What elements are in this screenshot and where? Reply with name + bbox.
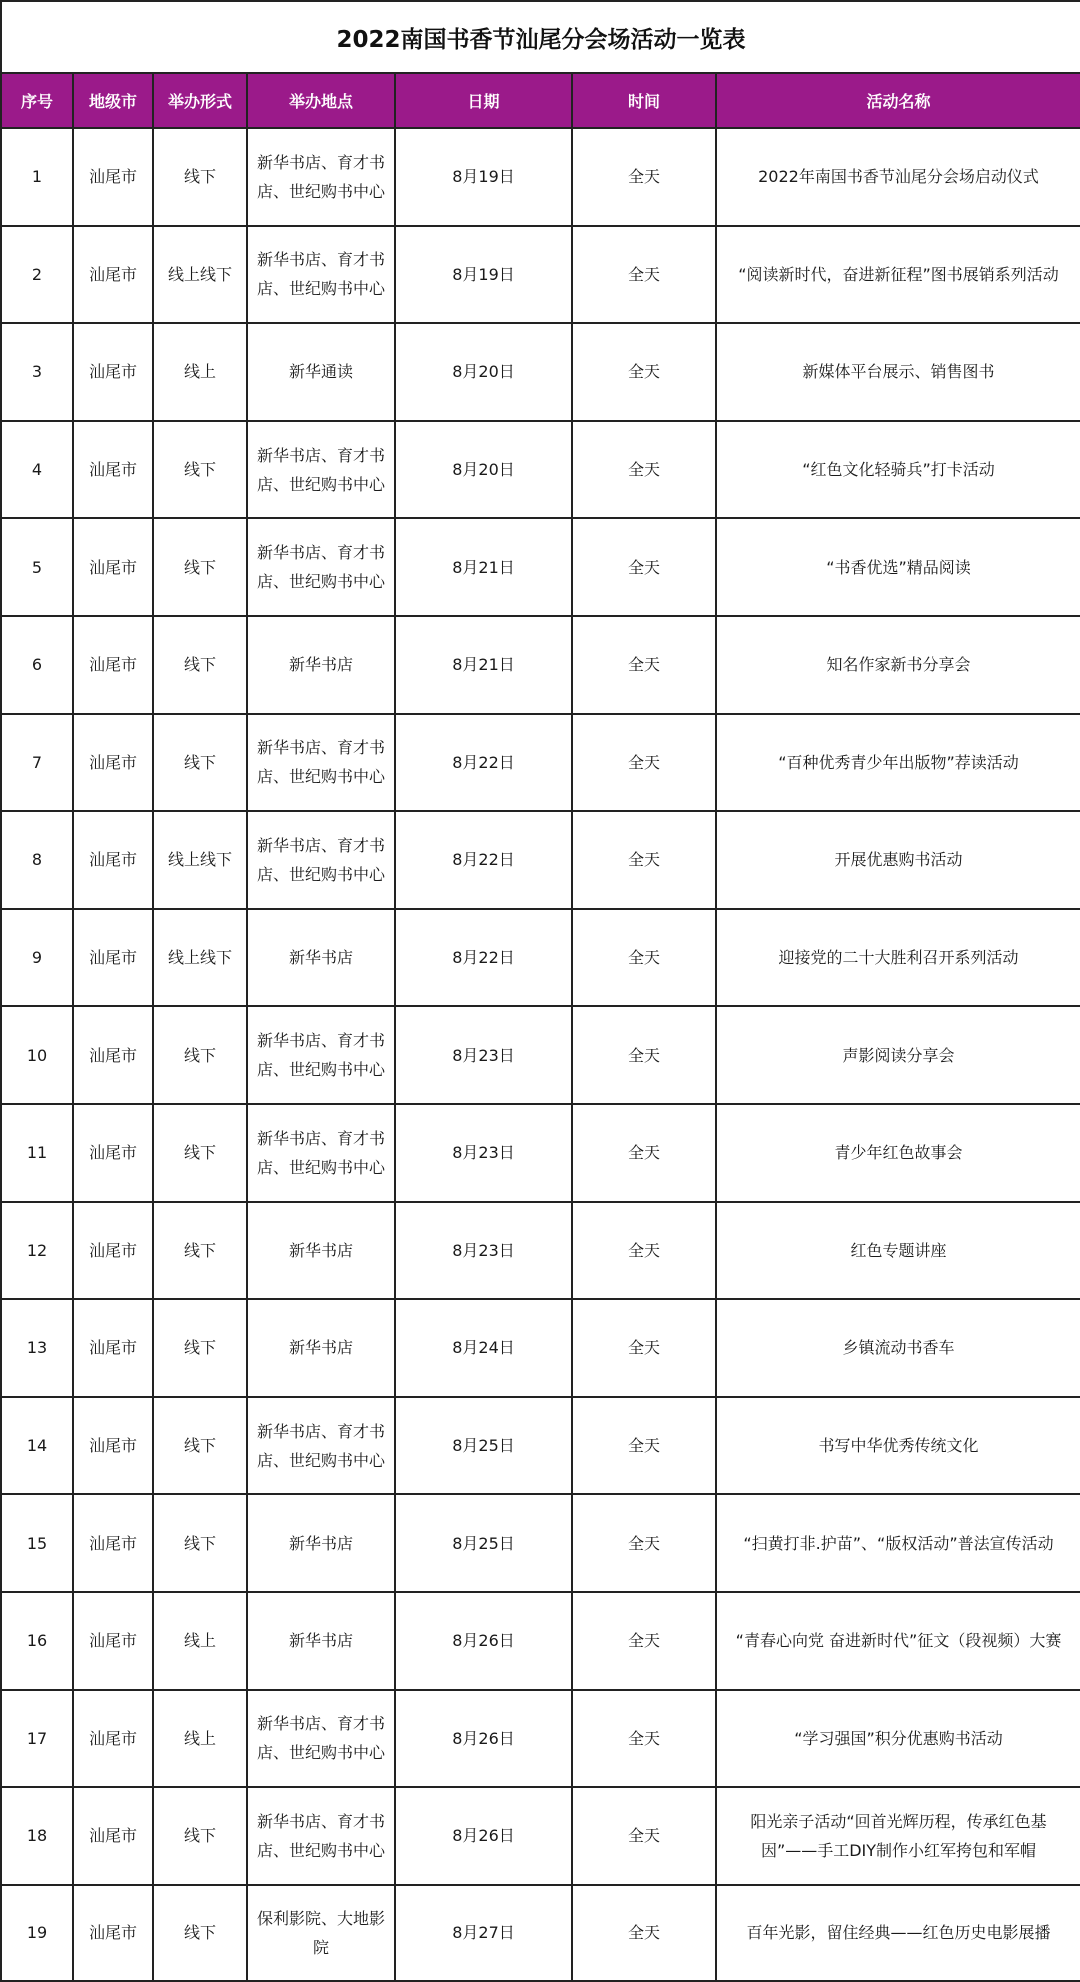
table-row: [1, 1690, 1080, 1788]
cell-place: 新华书店: [247, 909, 395, 1007]
cell-place: 新华书店、育才书店、世纪购书中心: [247, 1787, 395, 1885]
cell-date: 8月23日: [395, 1006, 572, 1104]
cell-no: 5: [1, 518, 73, 616]
cell-city: 汕尾市: [73, 128, 153, 226]
cell-place: 新华书店: [247, 1592, 395, 1690]
cell-date: 8月21日: [395, 518, 572, 616]
cell-city: 汕尾市: [73, 1006, 153, 1104]
cell-activity-name: 声影阅读分享会: [716, 1006, 1080, 1104]
cell-place: 新华书店、育才书店、世纪购书中心: [247, 1690, 395, 1788]
cell-place: 新华书店、育才书店、世纪购书中心: [247, 421, 395, 519]
cell-activity-name: 开展优惠购书活动: [716, 811, 1080, 909]
cell-city: 汕尾市: [73, 1885, 153, 1981]
cell-date: 8月22日: [395, 909, 572, 1007]
cell-form: 线下: [153, 1006, 247, 1104]
title-row: [1, 1, 1080, 73]
table-row: [1, 616, 1080, 714]
cell-place: 新华书店、育才书店、世纪购书中心: [247, 1397, 395, 1495]
table-row: [1, 1885, 1080, 1981]
cell-no: 9: [1, 909, 73, 1007]
cell-city: 汕尾市: [73, 518, 153, 616]
cell-activity-name: 红色专题讲座: [716, 1202, 1080, 1300]
cell-no: 11: [1, 1104, 73, 1202]
table-row: [1, 1494, 1080, 1592]
cell-place: 新华书店: [247, 616, 395, 714]
cell-no: 6: [1, 616, 73, 714]
cell-time: 全天: [572, 1787, 716, 1885]
table-row: [1, 226, 1080, 324]
column-header-time: 时间: [572, 73, 716, 128]
cell-date: 8月22日: [395, 714, 572, 812]
cell-activity-name: “百种优秀青少年出版物”荐读活动: [716, 714, 1080, 812]
cell-place: 新华书店、育才书店、世纪购书中心: [247, 811, 395, 909]
cell-no: 16: [1, 1592, 73, 1690]
cell-place: 新华书店、育才书店、世纪购书中心: [247, 714, 395, 812]
cell-form: 线下: [153, 1494, 247, 1592]
cell-city: 汕尾市: [73, 1787, 153, 1885]
cell-place: 新华书店: [247, 1202, 395, 1300]
cell-activity-name: 新媒体平台展示、销售图书: [716, 323, 1080, 421]
cell-form: 线下: [153, 1397, 247, 1495]
cell-form: 线下: [153, 616, 247, 714]
cell-activity-name: 迎接党的二十大胜利召开系列活动: [716, 909, 1080, 1007]
cell-time: 全天: [572, 1494, 716, 1592]
cell-activity-name: “阅读新时代，奋进新征程”图书展销系列活动: [716, 226, 1080, 324]
cell-form: 线下: [153, 714, 247, 812]
cell-no: 2: [1, 226, 73, 324]
cell-form: 线下: [153, 1104, 247, 1202]
cell-form: 线上线下: [153, 909, 247, 1007]
cell-no: 19: [1, 1885, 73, 1981]
cell-time: 全天: [572, 909, 716, 1007]
cell-place: 新华书店、育才书店、世纪购书中心: [247, 1104, 395, 1202]
column-header-form: 举办形式: [153, 73, 247, 128]
cell-no: 15: [1, 1494, 73, 1592]
table-title: 2022南国书香节汕尾分会场活动一览表: [1, 1, 1080, 73]
table-row: [1, 128, 1080, 226]
cell-time: 全天: [572, 323, 716, 421]
cell-time: 全天: [572, 1299, 716, 1397]
cell-activity-name: 乡镇流动书香车: [716, 1299, 1080, 1397]
cell-date: 8月24日: [395, 1299, 572, 1397]
table-row: [1, 1299, 1080, 1397]
cell-date: 8月22日: [395, 811, 572, 909]
cell-time: 全天: [572, 811, 716, 909]
cell-time: 全天: [572, 1397, 716, 1495]
column-header-date: 日期: [395, 73, 572, 128]
cell-place: 新华书店、育才书店、世纪购书中心: [247, 1006, 395, 1104]
table-row: [1, 1006, 1080, 1104]
cell-date: 8月26日: [395, 1592, 572, 1690]
cell-activity-name: “青春心向党 奋进新时代”征文（段视频）大赛: [716, 1592, 1080, 1690]
header-row: [1, 73, 1080, 128]
cell-form: 线下: [153, 1885, 247, 1981]
cell-city: 汕尾市: [73, 1202, 153, 1300]
cell-city: 汕尾市: [73, 226, 153, 324]
cell-city: 汕尾市: [73, 714, 153, 812]
cell-city: 汕尾市: [73, 421, 153, 519]
column-header-activity: 活动名称: [716, 73, 1080, 128]
cell-no: 3: [1, 323, 73, 421]
cell-no: 4: [1, 421, 73, 519]
cell-time: 全天: [572, 1690, 716, 1788]
cell-no: 1: [1, 128, 73, 226]
cell-place: 新华通读: [247, 323, 395, 421]
cell-time: 全天: [572, 421, 716, 519]
cell-activity-name: 知名作家新书分享会: [716, 616, 1080, 714]
table-row: [1, 1397, 1080, 1495]
cell-time: 全天: [572, 1592, 716, 1690]
cell-city: 汕尾市: [73, 1397, 153, 1495]
table-body: [1, 128, 1080, 1981]
cell-city: 汕尾市: [73, 1494, 153, 1592]
table-row: [1, 1592, 1080, 1690]
table-row: [1, 1104, 1080, 1202]
cell-no: 7: [1, 714, 73, 812]
cell-form: 线下: [153, 1787, 247, 1885]
table-row: [1, 1787, 1080, 1885]
cell-date: 8月26日: [395, 1690, 572, 1788]
cell-city: 汕尾市: [73, 323, 153, 421]
cell-no: 14: [1, 1397, 73, 1495]
cell-activity-name: 2022年南国书香节汕尾分会场启动仪式: [716, 128, 1080, 226]
cell-time: 全天: [572, 128, 716, 226]
cell-city: 汕尾市: [73, 1690, 153, 1788]
cell-time: 全天: [572, 714, 716, 812]
cell-date: 8月21日: [395, 616, 572, 714]
table-row: [1, 518, 1080, 616]
cell-form: 线下: [153, 1299, 247, 1397]
cell-time: 全天: [572, 1104, 716, 1202]
table-row: [1, 421, 1080, 519]
cell-place: 新华书店: [247, 1494, 395, 1592]
table-row: [1, 1202, 1080, 1300]
cell-form: 线下: [153, 1202, 247, 1300]
cell-time: 全天: [572, 518, 716, 616]
cell-place: 新华书店: [247, 1299, 395, 1397]
table-row: [1, 909, 1080, 1007]
cell-form: 线下: [153, 518, 247, 616]
cell-time: 全天: [572, 1006, 716, 1104]
cell-date: 8月19日: [395, 226, 572, 324]
cell-activity-name: 百年光影，留住经典——红色历史电影展播: [716, 1885, 1080, 1981]
column-header-place: 举办地点: [247, 73, 395, 128]
cell-form: 线上: [153, 1690, 247, 1788]
cell-activity-name: “红色文化轻骑兵”打卡活动: [716, 421, 1080, 519]
cell-no: 8: [1, 811, 73, 909]
column-header-city: 地级市: [73, 73, 153, 128]
cell-date: 8月20日: [395, 421, 572, 519]
cell-place: 新华书店、育才书店、世纪购书中心: [247, 518, 395, 616]
cell-date: 8月23日: [395, 1104, 572, 1202]
cell-activity-name: “扫黄打非.护苗”、“版权活动”普法宣传活动: [716, 1494, 1080, 1592]
cell-time: 全天: [572, 1885, 716, 1981]
cell-no: 10: [1, 1006, 73, 1104]
cell-city: 汕尾市: [73, 1104, 153, 1202]
cell-date: 8月20日: [395, 323, 572, 421]
cell-date: 8月19日: [395, 128, 572, 226]
cell-city: 汕尾市: [73, 1592, 153, 1690]
cell-activity-name: “书香优选”精品阅读: [716, 518, 1080, 616]
cell-no: 12: [1, 1202, 73, 1300]
cell-no: 17: [1, 1690, 73, 1788]
cell-place: 新华书店、育才书店、世纪购书中心: [247, 226, 395, 324]
cell-city: 汕尾市: [73, 616, 153, 714]
cell-activity-name: 阳光亲子活动“回首光辉历程，传承红色基因”——手工DIY制作小红军挎包和军帽: [716, 1787, 1080, 1885]
cell-city: 汕尾市: [73, 909, 153, 1007]
cell-date: 8月23日: [395, 1202, 572, 1300]
cell-date: 8月27日: [395, 1885, 572, 1981]
cell-time: 全天: [572, 226, 716, 324]
table-row: [1, 323, 1080, 421]
cell-time: 全天: [572, 616, 716, 714]
column-header-no: 序号: [1, 73, 73, 128]
cell-place: 保利影院、大地影院: [247, 1885, 395, 1981]
cell-city: 汕尾市: [73, 1299, 153, 1397]
cell-activity-name: “学习强国”积分优惠购书活动: [716, 1690, 1080, 1788]
cell-activity-name: 青少年红色故事会: [716, 1104, 1080, 1202]
cell-form: 线下: [153, 421, 247, 519]
table-row: [1, 811, 1080, 909]
cell-date: 8月25日: [395, 1494, 572, 1592]
cell-form: 线上: [153, 1592, 247, 1690]
cell-no: 13: [1, 1299, 73, 1397]
cell-place: 新华书店、育才书店、世纪购书中心: [247, 128, 395, 226]
cell-date: 8月25日: [395, 1397, 572, 1495]
cell-form: 线下: [153, 128, 247, 226]
cell-city: 汕尾市: [73, 811, 153, 909]
cell-date: 8月26日: [395, 1787, 572, 1885]
table-row: [1, 714, 1080, 812]
cell-form: 线上线下: [153, 226, 247, 324]
cell-time: 全天: [572, 1202, 716, 1300]
cell-form: 线上线下: [153, 811, 247, 909]
cell-activity-name: 书写中华优秀传统文化: [716, 1397, 1080, 1495]
cell-form: 线上: [153, 323, 247, 421]
cell-no: 18: [1, 1787, 73, 1885]
